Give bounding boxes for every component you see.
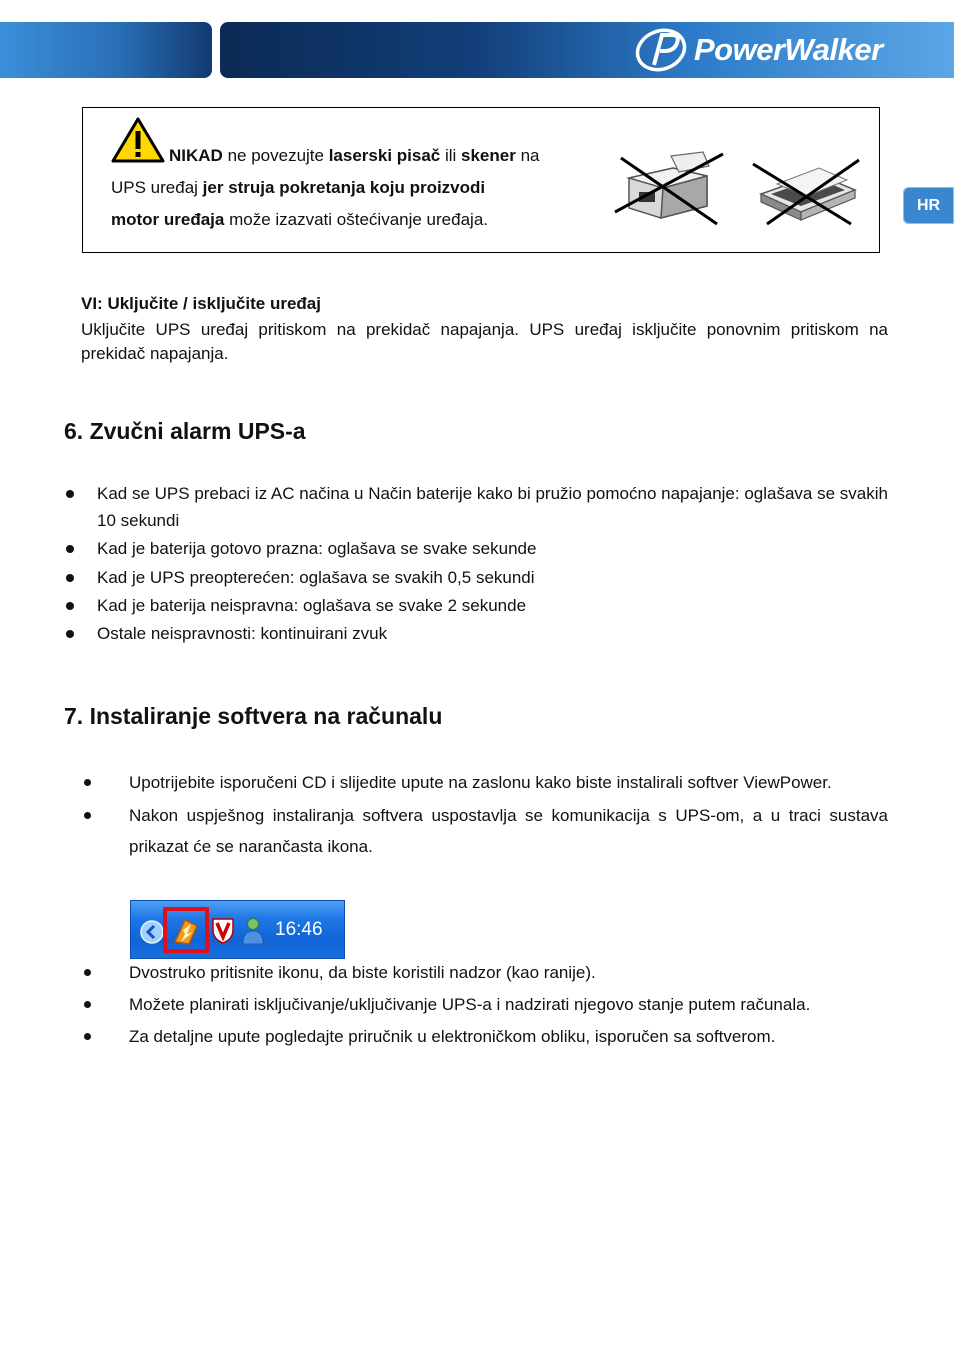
system-tray-screenshot [130,900,345,959]
list-item: Nakon uspješnog instaliranja softvera uspostavlja se komunikacija s UPS-om, a u traci sustava prikazat će se narančasta ikona. [82,800,888,862]
section-7-title: 7. Instaliranje softvera na računalu [64,703,443,729]
warning-box [82,107,880,253]
software-list-b [82,957,888,1052]
powerwalker-logo-icon [632,27,690,73]
header-band-left [0,22,212,78]
crossed-scanner-icon [747,154,865,230]
alarm-list [64,480,888,647]
list-item: Kad je baterija gotovo prazna: oglašava se svake sekunde [64,535,888,562]
list-item: Kad je UPS preopterećen: oglašava se svakih 0,5 sekundi [64,564,888,591]
language-tab-hr[interactable]: HR [903,187,954,224]
brand-name: PowerWalker [694,32,883,67]
warning-text: NIKAD ne povezujte laserski pisač ili skener na UPS uređaj jer struja pokretanja koju proizvodi motor uređaja može izazvati oštećivanje uređaja. [111,146,540,229]
section-6-title: 6. Zvučni alarm UPS-a [64,418,306,444]
tray-clock: 16:46 [275,919,323,940]
section-vi-text: Uključite UPS uređaj pritiskom na prekidač napajanja. UPS uređaj isključite ponovnim pritiskom na prekidač napajanja. [81,320,888,363]
software-list-a [82,767,888,862]
list-item: Upotrijebite isporučeni CD i slijedite upute na zaslonu kako biste instalirali softver ViewPower. [82,767,888,798]
crossed-laser-printer-icon [611,148,729,228]
brand-logo [632,26,944,74]
tray-expand-arrow-icon [139,919,165,945]
list-item: Za detaljne upute pogledajte priručnik u elektroničkom obliku, isporučen sa softverom. [82,1021,888,1052]
antivirus-shield-icon[interactable] [211,916,235,944]
network-user-icon[interactable] [239,916,267,946]
list-item: Kad je baterija neispravna: oglašava se svake 2 sekunde [64,592,888,619]
section-vi-title: VI: Uključite / isključite uređaj [81,294,321,313]
list-item: Možete planirati isključivanje/uključivanje UPS-a i nadzirati njegovo stanje putem računala. [82,989,888,1020]
list-item: Kad se UPS prebaci iz AC načina u Način baterije kako bi pružio pomoćno napajanje: oglašava se svakih 10 sekundi [64,480,888,534]
tray-icon-highlight [163,907,209,953]
list-item: Ostale neispravnosti: kontinuirani zvuk [64,620,888,647]
list-item: Dvostruko pritisnite ikonu, da biste koristili nadzor (kao ranije). [82,957,888,988]
